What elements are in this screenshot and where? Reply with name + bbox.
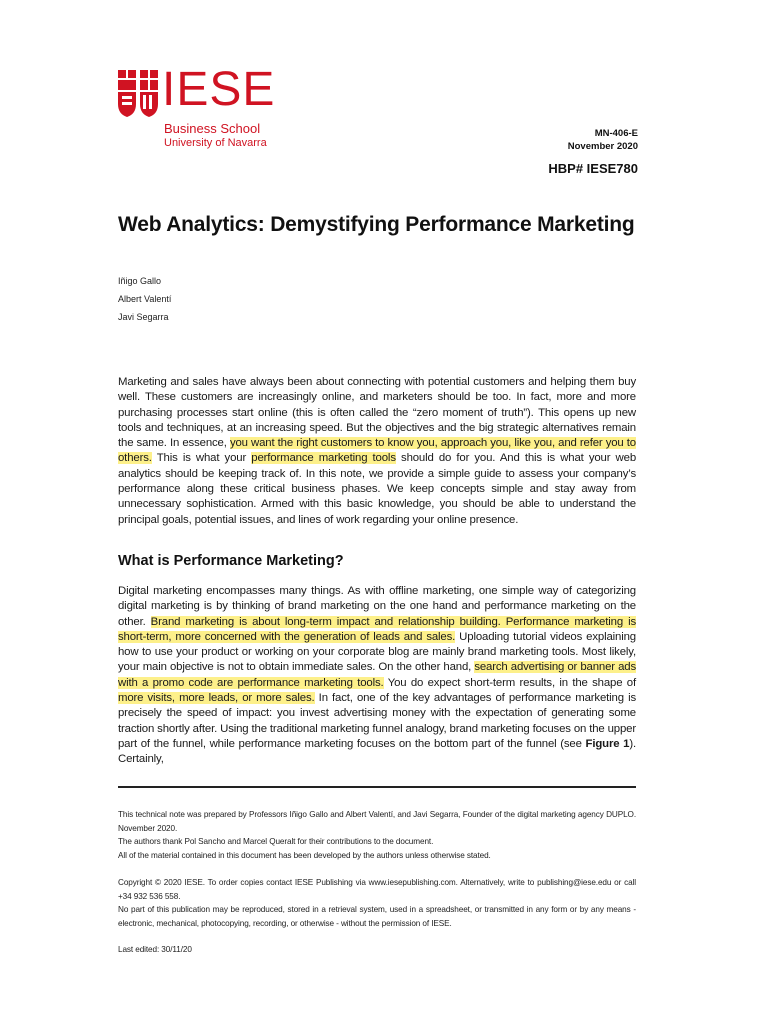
document-date: November 2020 — [567, 141, 638, 152]
footnote-text: The authors thank Pol Sancho and Marcel Queralt for their contributions to the document. — [118, 837, 434, 847]
page-title: Web Analytics: Demystifying Performance Marketing — [118, 213, 635, 236]
footnote-block — [118, 808, 636, 862]
logo-subtitle: Business School — [164, 121, 261, 136]
document-code: MN-406-E — [594, 128, 638, 139]
logo-wordmark: IESE — [162, 63, 276, 116]
copyright-text: Copyright © 2020 IESE. To order copies contact IESE Publishing via www.iesepublishing.com. Alternatively, write to publishing@iese.edu or call +34 932 536 558. — [118, 878, 636, 901]
section-heading: What is Performance Marketing? — [118, 553, 344, 569]
text-run: ). Certainly, — [118, 737, 636, 766]
footnote-text: This technical note was prepared by Professors Iñigo Gallo and Albert Valentí, and Javi Segarra, Founder of the digital marketing agency DUPLO. November 2020. — [118, 810, 636, 833]
highlighted-text: more visits, more leads, or more sales. — [118, 692, 315, 705]
copyright-text: No part of this publication may be reproduced, stored in a retrieval system, used in a spreadsheet, or transmitted in any form or by any means - electronic, mechanical, photocopying, recording, or otherwise - without the permission of IESE. — [118, 905, 636, 928]
iese-crest-icon — [118, 70, 158, 118]
footnote-divider — [118, 786, 636, 788]
author-name: Albert Valentí — [118, 294, 172, 304]
document-meta — [568, 127, 638, 153]
iese-logo — [118, 63, 276, 150]
text-run: should do for you. And this is what your web analytics should be keeping track of. In this note, we provide a simple guide to assess your company’s performance along these critical business phases. We keep concepts simple and stay away from unnecessary sophistication. Armed with this basic knowledge, you should be able to understand the principal goals, potential issues, and lines of work regarding your online presence. — [118, 452, 636, 526]
highlighted-text: Brand marketing is about long-term impact and relationship building. Performance marketing is short-term, more concerned with the generation of leads and sales. — [118, 615, 636, 643]
section-paragraph — [118, 584, 636, 768]
last-edited: Last edited: 30/11/20 — [118, 945, 192, 954]
figure-reference-link[interactable]: Figure 1 — [585, 737, 630, 750]
author-name: Iñigo Gallo — [118, 276, 162, 286]
author-list — [118, 272, 171, 326]
logo-university: University of Navarra — [164, 137, 267, 149]
footnote-text: All of the material contained in this document has been developed by the authors unless otherwise stated. — [118, 850, 491, 860]
author-name: Javi Segarra — [118, 312, 169, 322]
intro-paragraph — [118, 375, 636, 528]
text-run: Digital marketing encompasses many things. As with offline marketing, one simple way of categorizing digital marketing is by thinking of brand marketing on the one hand and performance marketing on the other. — [118, 585, 636, 628]
text-run: In fact, one of the key advantages of performance marketing is precisely the speed of impact: you invest advertising money with the expectation of generating some traction shortly after. Using the traditional marketing funnel analogy, brand marketing focuses on the upper part of the funnel, while performance marketing focuses on the bottom part of the funnel (see — [118, 692, 636, 750]
text-run: This is what your — [151, 452, 252, 465]
text-run: You do expect short-term results, in the shape of — [383, 676, 636, 689]
copyright-block — [118, 876, 636, 930]
text-run: Uploading tutorial videos explaining how to use your product or working on your corporate blog are mainly brand marketing tools. Most likely, your main objective is not to obtain immediate sales. On the other hand, — [118, 630, 636, 674]
highlighted-text: search advertising or banner ads with a promo code are performance marketing tools. — [118, 661, 636, 689]
highlighted-text: performance marketing tools — [251, 452, 396, 465]
highlighted-text: you want the right customers to know you, approach you, like you, and refer you to others. — [118, 437, 636, 465]
hbp-number: HBP# IESE780 — [548, 161, 638, 176]
text-run: Marketing and sales have always been about connecting with potential customers and helping them buy well. These customers are increasingly online, and marketers should be too. In fact, more and more purchasing processes start online (this is often called the “zero moment of truth”). This opens up new tools and techniques, at an increasing speed. But the objectives and the big strategic alternatives remain the same. In essence, — [118, 376, 636, 450]
